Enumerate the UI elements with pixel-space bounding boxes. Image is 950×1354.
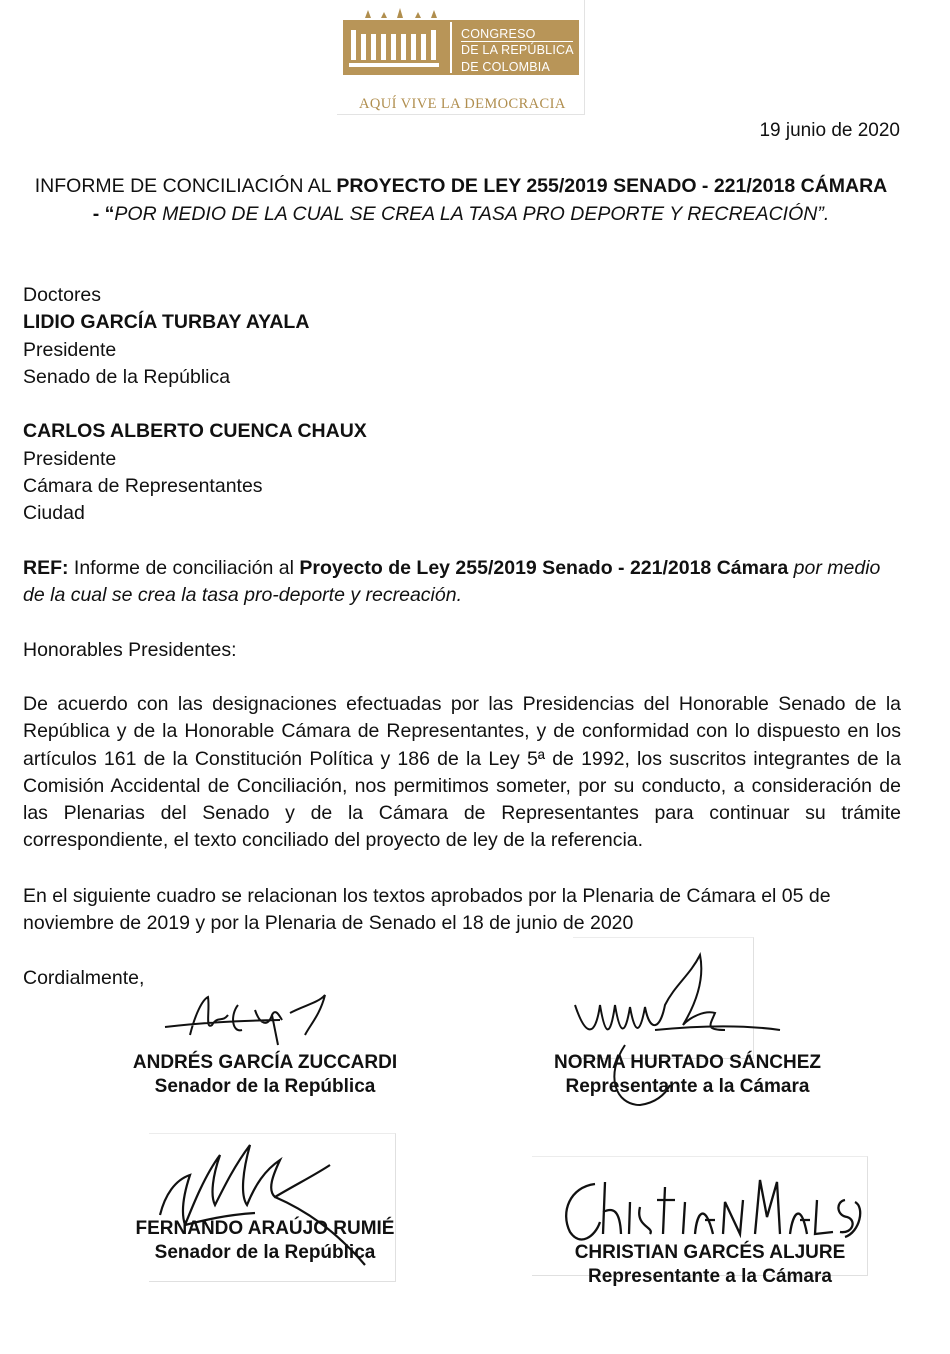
title-bill-name: POR MEDIO DE LA CUAL SE CREA LA TASA PRO DEPORTE Y RECREACIÓN”. (114, 202, 830, 225)
signatory-2-role: Representante a la Cámara (565, 1076, 810, 1097)
motto: AQUÍ VIVE LA DEMOCRACIA (359, 96, 566, 112)
title-bill-number: PROYECTO DE LEY 255/2019 SENADO - 221/2018 CÁMARA - “ (92, 175, 888, 225)
org-name-line-3: DE COLOMBIA (461, 60, 551, 74)
org-name-line-1: CONGRESO (461, 27, 536, 41)
body-paragraph-2: En el siguiente cuadro se relacionan los textos aprobados por la Plenaria de Cámara el 05 de noviembre de 2019 y por la Plenaria de Senado el 18 de junio de 2020 (23, 885, 831, 935)
addressee-1-name: LIDIO GARCÍA TURBAY AYALA (23, 311, 310, 334)
signature-1-image (160, 985, 340, 1060)
reference (23, 555, 901, 610)
ref-bill-name: por medio de la cual se crea la tasa pro-deporte y recreación. (23, 557, 881, 607)
body-paragraph-1: De acuerdo con las designaciones efectuadas por las Presidencias del Honorable Senado de la República y de la Honorable Cámara de Representantes, y de conformidad con lo dispuesto en los artículos 161 de la Constitución Política y 186 de la Ley 5ª de 1992, los suscritos integrantes de la Comisión Accidental de Conciliación, nos permitimos someter, por su conducto, a consideración de las Plenarias del Senado y de la Cámara de Representantes para continuar su trámite correspondiente, el texto conciliado del proyecto de ley de la referencia. (23, 693, 901, 852)
addressee-2-name: CARLOS ALBERTO CUENCA CHAUX (23, 420, 367, 443)
title-prefix: INFORME DE CONCILIACIÓN AL (34, 175, 337, 197)
addressee-1-role: Presidente (23, 338, 117, 361)
signatory-2 (510, 1051, 865, 1099)
addressee-city: Ciudad (23, 502, 85, 525)
signatory-3 (95, 1217, 435, 1265)
signatory-3-role: Senador de la República (154, 1242, 376, 1263)
addressee-1-body: Senado de la República (23, 365, 231, 388)
ref-bill-number: Proyecto de Ley 255/2019 Senado - 221/2018 Cámara (299, 557, 789, 579)
document-title (30, 173, 892, 228)
signatory-1-role: Senador de la República (154, 1076, 376, 1097)
ref-label: REF: (23, 557, 69, 579)
addressee-2-role: Presidente (23, 447, 117, 470)
signatory-1 (90, 1051, 440, 1099)
signatory-2-name: NORMA HURTADO SÁNCHEZ (553, 1052, 822, 1073)
salutation-doctors: Doctores (23, 284, 102, 306)
addressee-2-body: Cámara de Representantes (23, 475, 263, 498)
congress-logo (337, 0, 585, 115)
signature-4-image (555, 1172, 865, 1252)
closing: Cordialmente, (23, 967, 145, 989)
signatory-4 (530, 1241, 890, 1289)
document-date: 19 junio de 2020 (759, 120, 900, 141)
greeting: Honorables Presidentes: (23, 639, 237, 661)
org-name-line-2: DE LA REPÚBLICA (461, 43, 574, 57)
ref-text: Informe de conciliación al (68, 557, 300, 579)
signatory-1-name: ANDRÉS GARCÍA ZUCCARDI (132, 1052, 398, 1073)
signatory-4-role: Representante a la Cámara (588, 1266, 832, 1287)
signatory-3-name: FERNANDO ARAÚJO RUMIÉ (135, 1218, 395, 1239)
signatory-4-name: CHRISTIAN GARCÉS ALJURE (574, 1242, 846, 1263)
addressees (23, 282, 901, 528)
